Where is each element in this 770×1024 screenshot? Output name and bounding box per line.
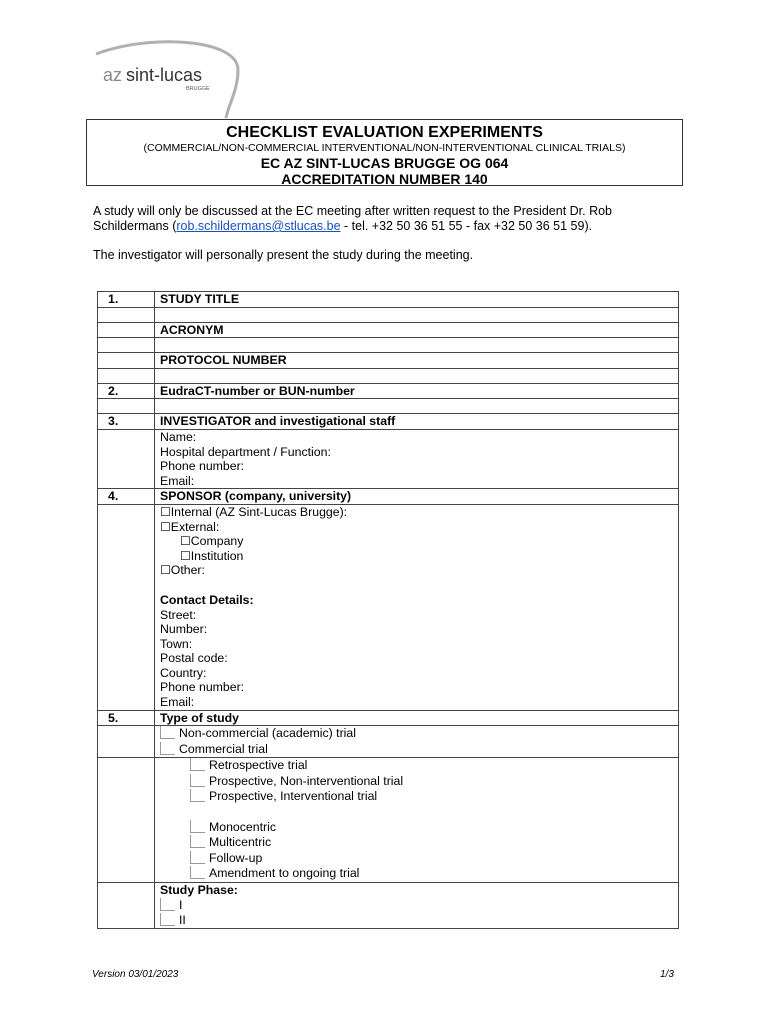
checkbox-icon[interactable] bbox=[190, 835, 205, 848]
row-number: 1. bbox=[98, 292, 155, 308]
center-mono[interactable] bbox=[160, 820, 678, 836]
design-prosp-nonint-label: Prospective, Non-interventional trial bbox=[209, 773, 404, 788]
table-row[interactable] bbox=[98, 338, 679, 353]
email-link[interactable]: rob.schildermans@stlucas.be bbox=[176, 219, 341, 233]
logo-name: sint-lucas bbox=[126, 65, 203, 85]
inv-phone: Phone number: bbox=[160, 459, 245, 474]
table-row[interactable] bbox=[98, 758, 679, 883]
page-title: CHECKLIST EVALUATION EXPERIMENTS bbox=[226, 124, 543, 141]
intro-text-b: - tel. +32 50 36 51 55 - fax +32 50 36 51 59). bbox=[340, 219, 593, 233]
investigator-label: INVESTIGATOR and investigational staff bbox=[155, 414, 679, 430]
checkbox-icon[interactable]: ☐ bbox=[180, 548, 191, 563]
phase-options[interactable] bbox=[155, 882, 679, 928]
table-row[interactable] bbox=[98, 399, 679, 414]
eudract-label: EudraCT-number or BUN-number bbox=[155, 383, 679, 399]
contact-number: Number: bbox=[160, 622, 208, 637]
intro-text-a: A study will only be discussed at the EC meeting after written request to the President Dr. Rob Schildermans ( bbox=[93, 204, 613, 233]
table-row bbox=[98, 353, 679, 369]
design-prosp-nonint[interactable] bbox=[160, 774, 678, 790]
type-options[interactable] bbox=[155, 726, 679, 758]
checkbox-icon[interactable] bbox=[160, 742, 175, 755]
committee-line: EC AZ SINT-LUCAS BRUGGE OG 064 bbox=[260, 155, 509, 171]
center-multi[interactable] bbox=[160, 835, 678, 851]
logo-city: BRUGGE bbox=[186, 86, 210, 92]
amendment[interactable] bbox=[160, 866, 678, 882]
intro-note: The investigator will personally present the study during the meeting. bbox=[93, 248, 474, 262]
checkbox-icon[interactable]: ☐ bbox=[180, 534, 191, 549]
accreditation-line: ACCREDITATION NUMBER 140 bbox=[281, 171, 488, 187]
sponsor-label: SPONSOR (company, university) bbox=[155, 489, 679, 505]
row-number: 5. bbox=[98, 710, 155, 726]
design-prosp-int[interactable] bbox=[160, 789, 678, 805]
table-row bbox=[98, 489, 679, 505]
contact-postal: Postal code: bbox=[160, 651, 228, 666]
amendment-label: Amendment to ongoing trial bbox=[209, 866, 360, 881]
protocol-label: PROTOCOL NUMBER bbox=[155, 353, 679, 369]
followup[interactable] bbox=[160, 851, 678, 867]
sponsor-external[interactable] bbox=[160, 520, 678, 535]
sponsor-internal-label: Internal (AZ Sint-Lucas Brugge): bbox=[170, 504, 348, 519]
contact-phone: Phone number: bbox=[160, 680, 245, 695]
sponsor-internal[interactable] bbox=[160, 505, 678, 520]
sponsor-external-label: External: bbox=[170, 519, 220, 534]
checkbox-icon[interactable] bbox=[160, 726, 175, 739]
followup-label: Follow-up bbox=[209, 850, 263, 865]
row-number: 4. bbox=[98, 489, 155, 505]
contact-country: Country: bbox=[160, 665, 207, 680]
contact-town: Town: bbox=[160, 636, 193, 651]
logo-az: az bbox=[103, 65, 123, 85]
checkbox-icon[interactable] bbox=[160, 913, 175, 926]
table-row bbox=[98, 292, 679, 308]
contact-details-label: Contact Details: bbox=[160, 592, 254, 607]
checkbox-icon[interactable] bbox=[190, 851, 205, 864]
checkbox-icon[interactable] bbox=[190, 789, 205, 802]
checkbox-icon[interactable] bbox=[190, 758, 205, 771]
checkbox-icon[interactable]: ☐ bbox=[160, 519, 171, 534]
sponsor-fields[interactable] bbox=[155, 504, 679, 710]
phase-2-label: II bbox=[179, 912, 186, 927]
type-noncommercial[interactable] bbox=[160, 726, 678, 742]
eudract-field[interactable] bbox=[155, 399, 679, 414]
table-row bbox=[98, 710, 679, 726]
sponsor-company[interactable] bbox=[160, 534, 678, 549]
phase-1[interactable] bbox=[160, 898, 678, 913]
investigator-fields[interactable] bbox=[155, 429, 679, 488]
design-prosp-int-label: Prospective, Interventional trial bbox=[209, 789, 378, 804]
table-row[interactable] bbox=[98, 726, 679, 758]
row-number: 2. bbox=[98, 383, 155, 399]
page-subtitle: (COMMERCIAL/NON-COMMERCIAL INTERVENTIONAL/NON-INTERVENTIONAL CLINICAL TRIALS) bbox=[143, 142, 626, 154]
table-row[interactable] bbox=[98, 882, 679, 928]
checkbox-icon[interactable]: ☐ bbox=[160, 504, 171, 519]
checklist-table bbox=[97, 291, 679, 929]
sponsor-company-label: Company bbox=[190, 534, 244, 549]
intro bbox=[93, 204, 678, 277]
version-label: Version 03/01/2023 bbox=[92, 969, 179, 980]
study-phase-label: Study Phase: bbox=[160, 882, 238, 897]
type-label: Type of study bbox=[155, 710, 679, 726]
center-mono-label: Monocentric bbox=[209, 819, 276, 834]
table-row[interactable] bbox=[98, 307, 679, 322]
contact-street: Street: bbox=[160, 607, 197, 622]
checkbox-icon[interactable] bbox=[190, 866, 205, 879]
header-box bbox=[86, 119, 683, 186]
table-row bbox=[98, 414, 679, 430]
checkbox-icon[interactable] bbox=[160, 898, 175, 911]
az-sint-lucas-logo bbox=[88, 40, 248, 120]
type-commercial-label: Commercial trial bbox=[179, 741, 268, 756]
design-retrospective-label: Retrospective trial bbox=[209, 758, 308, 773]
protocol-field[interactable] bbox=[155, 368, 679, 383]
acronym-field[interactable] bbox=[155, 338, 679, 353]
sponsor-other[interactable] bbox=[160, 563, 678, 578]
inv-name: Name: bbox=[160, 429, 197, 444]
row-number: 3. bbox=[98, 414, 155, 430]
checkbox-icon[interactable] bbox=[190, 774, 205, 787]
intro-paragraph bbox=[93, 204, 678, 234]
table-row[interactable] bbox=[98, 368, 679, 383]
sponsor-institution-label: Institution bbox=[190, 548, 244, 563]
sponsor-institution[interactable] bbox=[160, 549, 678, 564]
type-commercial[interactable] bbox=[160, 742, 678, 758]
phase-2[interactable] bbox=[160, 913, 678, 928]
study-title-field[interactable] bbox=[155, 307, 679, 322]
acronym-label: ACRONYM bbox=[155, 322, 679, 338]
center-multi-label: Multicentric bbox=[209, 835, 272, 850]
table-row[interactable] bbox=[98, 429, 679, 488]
inv-dept: Hospital department / Function: bbox=[160, 444, 331, 459]
table-row bbox=[98, 383, 679, 399]
checkbox-icon[interactable] bbox=[190, 820, 205, 833]
inv-email: Email: bbox=[160, 473, 195, 488]
design-options[interactable] bbox=[155, 758, 679, 883]
phase-1-label: I bbox=[179, 897, 183, 912]
type-noncommercial-label: Non-commercial (academic) trial bbox=[179, 726, 356, 741]
checkbox-icon[interactable]: ☐ bbox=[160, 563, 171, 578]
contact-email: Email: bbox=[160, 695, 195, 710]
design-retrospective[interactable] bbox=[160, 758, 678, 774]
sponsor-other-label: Other: bbox=[170, 563, 205, 578]
study-title-label: STUDY TITLE bbox=[155, 292, 679, 308]
table-row[interactable] bbox=[98, 504, 679, 710]
page-number: 1/3 bbox=[660, 969, 674, 980]
table-row bbox=[98, 322, 679, 338]
